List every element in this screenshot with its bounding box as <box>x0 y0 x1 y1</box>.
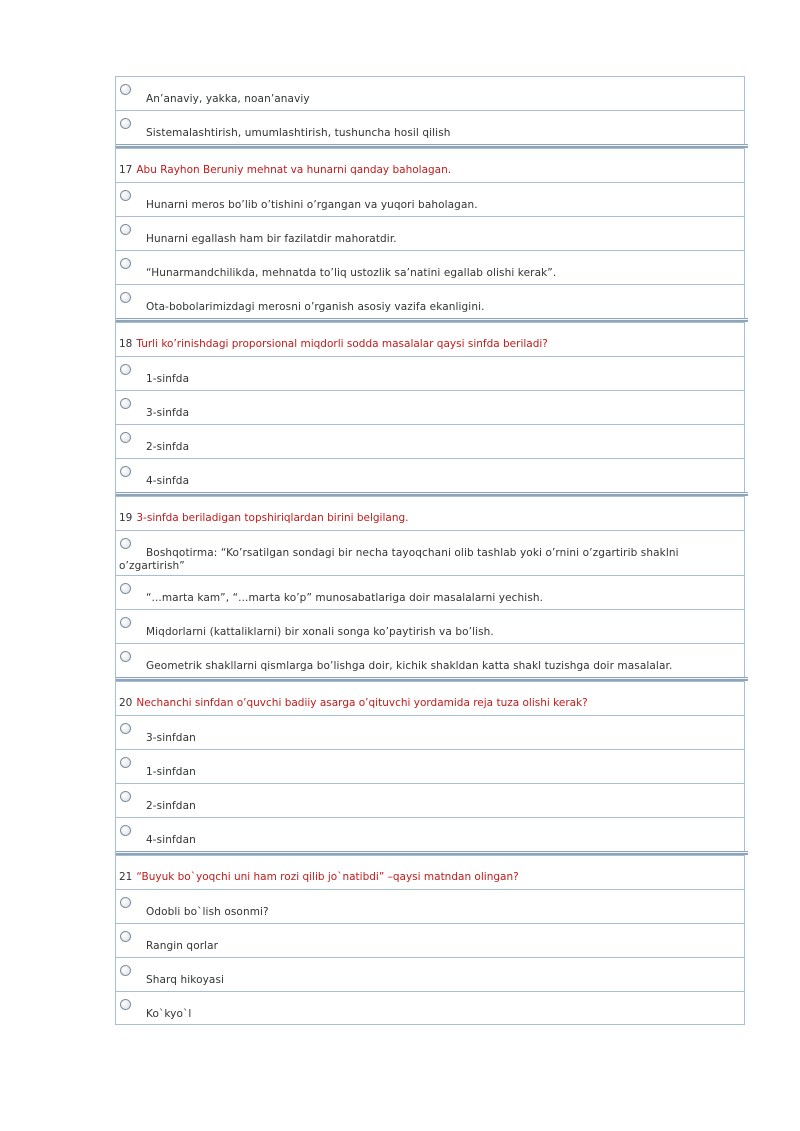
radio-button[interactable] <box>120 791 131 802</box>
option-label: “...marta kam”, “...marta ko’p” munosabatlariga doir masalalarni yechish. <box>146 592 544 604</box>
question-number: 19 <box>119 512 133 524</box>
option-label: An’anaviy, yakka, noan’anaviy <box>146 93 310 105</box>
radio-button[interactable] <box>120 466 131 477</box>
option-label: 4-sinfdan <box>146 834 196 846</box>
question-row <box>116 496 745 530</box>
option-label: Geometrik shakllarni qismlarga bo’lishga doir, kichik shakldan katta shakl tuzishga doir masalalar. <box>146 660 673 672</box>
radio-button[interactable] <box>120 432 131 443</box>
radio-button[interactable] <box>120 897 131 908</box>
question-text: Nechanchi sinfdan o’quvchi badiiy asarga o’qituvchi yordamida reja tuza olishi kerak? <box>136 697 588 709</box>
radio-button[interactable] <box>120 931 131 942</box>
question-row <box>116 855 745 889</box>
radio-button[interactable] <box>120 364 131 375</box>
option-label: Sistemalashtirish, umumlashtirish, tushuncha hosil qilish <box>146 127 451 139</box>
option-label: Sharq hikoyasi <box>146 974 225 986</box>
option-row[interactable] <box>116 250 745 284</box>
option-row[interactable] <box>116 783 745 817</box>
option-label: 2-sinfdan <box>146 800 196 812</box>
question-row <box>116 681 745 715</box>
option-row[interactable] <box>116 957 745 991</box>
option-row[interactable] <box>116 76 745 110</box>
question-number: 20 <box>119 697 133 709</box>
option-label: Odobli bo`lish osonmi? <box>146 906 269 918</box>
question-text: Abu Rayhon Beruniy mehnat va hunarni qanday baholagan. <box>136 164 452 176</box>
option-label: 1-sinfdan <box>146 766 196 778</box>
radio-button[interactable] <box>120 825 131 836</box>
option-label: Ko`kyo`l <box>146 1008 192 1020</box>
option-row[interactable] <box>116 424 745 458</box>
option-label: 3-sinfda <box>146 407 190 419</box>
option-row[interactable] <box>116 356 745 390</box>
option-label: Hunarni meros bo’lib o’tishini o’rgangan va yuqori baholagan. <box>146 199 478 211</box>
option-label: “Hunarmandchilikda, mehnatda to’liq ustozlik sa’natini egallab olishi kerak”. <box>146 267 557 279</box>
option-row[interactable] <box>116 575 745 609</box>
option-row[interactable] <box>116 749 745 783</box>
option-row[interactable] <box>116 991 745 1025</box>
option-row[interactable] <box>116 458 745 492</box>
question-row <box>116 322 745 356</box>
option-row[interactable] <box>116 390 745 424</box>
radio-button[interactable] <box>120 118 131 129</box>
question-row <box>116 148 745 182</box>
radio-button[interactable] <box>120 84 131 95</box>
option-label: 4-sinfda <box>146 475 190 487</box>
option-row[interactable] <box>116 609 745 643</box>
option-label: Boshqotirma: “Ko’rsatilgan sondagi bir necha tayoqchani olib tashlab yoki o’rnini o’zgartirib shaklni o’zgartirish” <box>119 547 679 572</box>
radio-button[interactable] <box>120 651 131 662</box>
option-label: 2-sinfda <box>146 441 190 453</box>
option-label: Rangin qorlar <box>146 940 219 952</box>
radio-button[interactable] <box>120 617 131 628</box>
option-row[interactable] <box>116 643 745 677</box>
option-row[interactable] <box>116 530 745 575</box>
quiz-list <box>115 76 745 1025</box>
radio-button[interactable] <box>120 398 131 409</box>
option-row[interactable] <box>116 284 745 318</box>
radio-button[interactable] <box>120 190 131 201</box>
radio-button[interactable] <box>120 583 131 594</box>
option-row[interactable] <box>116 182 745 216</box>
option-row[interactable] <box>116 715 745 749</box>
option-label: 1-sinfda <box>146 373 190 385</box>
radio-button[interactable] <box>120 258 131 269</box>
option-label: Miqdorlarni (kattaliklarni) bir xonali songa ko’paytirish va bo’lish. <box>146 626 494 638</box>
question-text: 3-sinfda beriladigan topshiriqlardan birini belgilang. <box>136 512 409 524</box>
radio-button[interactable] <box>120 757 131 768</box>
option-row[interactable] <box>116 110 745 144</box>
radio-button[interactable] <box>120 965 131 976</box>
radio-button[interactable] <box>120 999 131 1010</box>
radio-button[interactable] <box>120 224 131 235</box>
option-label: Ota-bobolarimizdagi merosni o’rganish asosiy vazifa ekanligini. <box>146 301 485 313</box>
option-row[interactable] <box>116 817 745 851</box>
option-row[interactable] <box>116 923 745 957</box>
question-number: 18 <box>119 338 133 350</box>
question-number: 21 <box>119 871 133 883</box>
question-number: 17 <box>119 164 133 176</box>
radio-button[interactable] <box>120 292 131 303</box>
option-label: Hunarni egallash ham bir fazilatdir mahoratdir. <box>146 233 397 245</box>
option-label: 3-sinfdan <box>146 732 196 744</box>
radio-button[interactable] <box>120 723 131 734</box>
option-row[interactable] <box>116 889 745 923</box>
question-text: “Buyuk bo`yoqchi uni ham rozi qilib jo`natibdi” –qaysi matndan olingan? <box>136 871 519 883</box>
option-row[interactable] <box>116 216 745 250</box>
question-text: Turli ko’rinishdagi proporsional miqdorli sodda masalalar qaysi sinfda beriladi? <box>136 338 548 350</box>
